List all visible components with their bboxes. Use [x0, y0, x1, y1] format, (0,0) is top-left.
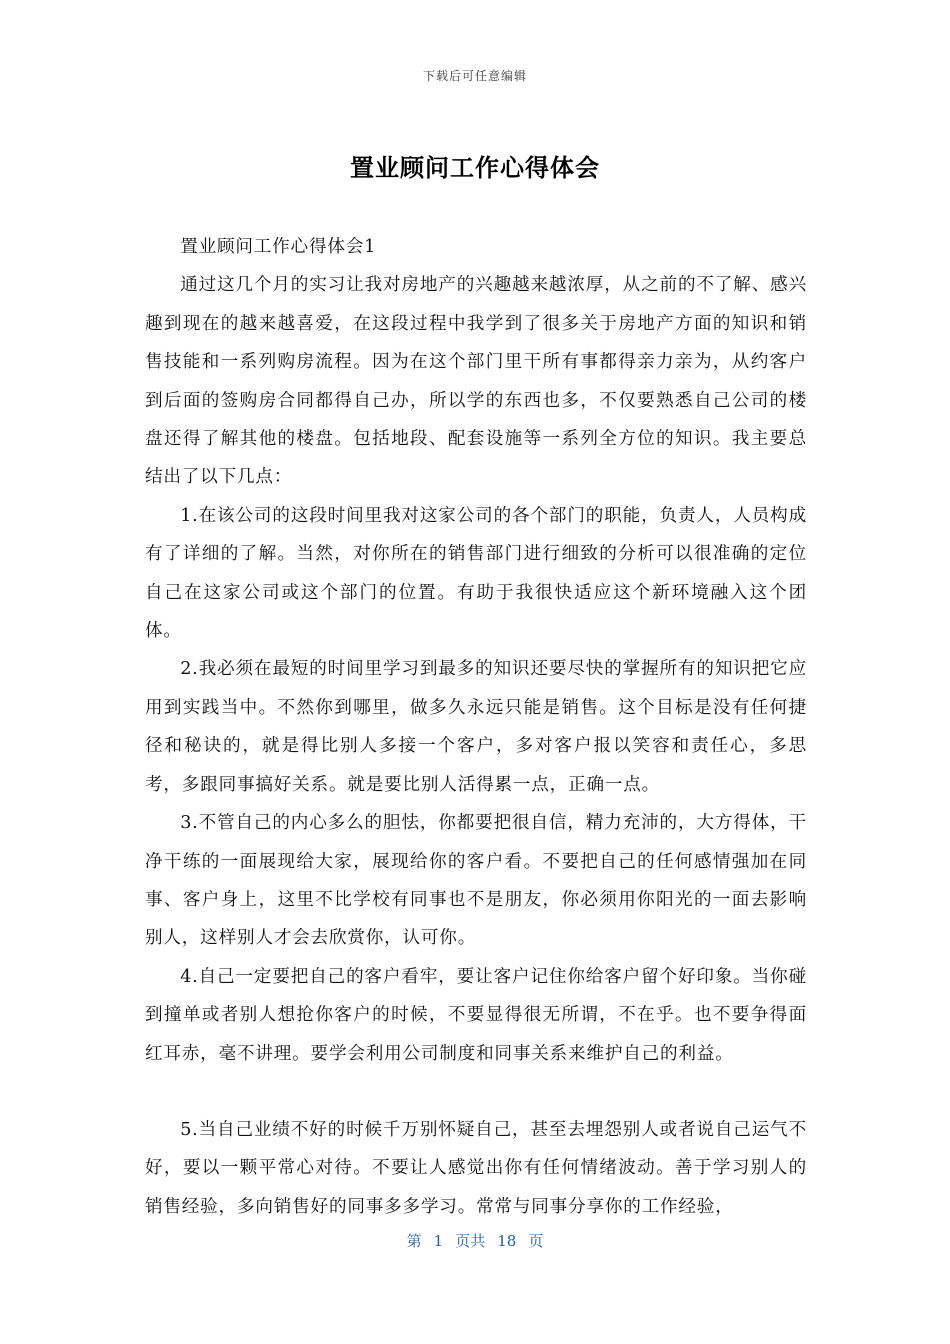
footer-total-label: 页共	[455, 1232, 486, 1250]
page-header-note: 下载后可任意编辑	[422, 69, 527, 83]
paragraph-point-1: 1.在该公司的这段时间里我对这家公司的各个部门的职能，负责人，人员构成有了详细的了解。当然，对你所在的销售部门进行细致的分析可以很准确的定位自己在这家公司或这个部门的位置。有助于我很快适应这个新环境融入这个团体。	[145, 505, 807, 642]
page-footer	[0, 1230, 950, 1251]
document-body	[145, 228, 807, 1226]
footer-page-suffix: 页	[528, 1232, 544, 1250]
paragraph-point-4: 4.自己一定要把自己的客户看牢，要让客户记住你给客户留个好印象。当你碰到撞单或者别人想抢你客户的时候，不要显得很无所谓，不在乎。也不要争得面红耳赤，毫不讲理。要学会利用公司制度和同事关系来维护自己的利益。	[145, 966, 807, 1064]
paragraph-point-2: 2.我必须在最短的时间里学习到最多的知识还要尽快的掌握所有的知识把它应用到实践当中。不然你到哪里，做多久永远只能是销售。这个目标是没有任何捷径和秘诀的，就是得比别人多接一个客户，多对客户报以笑容和责任心，多思考，多跟同事搞好关系。就是要比别人活得累一点，正确一点。	[145, 659, 807, 795]
paragraph-intro: 通过这几个月的实习让我对房地产的兴趣越来越浓厚，从之前的不了解、感兴趣到现在的越来越喜爱，在这段过程中我学到了很多关于房地产方面的知识和销售技能和一系列购房流程。因为在这个部门里干所有事都得亲力亲为，从约客户到后面的签购房合同都得自己办，所以学的东西也多，不仅要熟悉自己公司的楼盘还得了解其他的楼盘。包括地段、配套设施等一系列全方位的知识。我主要总结出了以下几点：	[145, 275, 807, 488]
document-title: 置业顾问工作心得体会	[350, 154, 600, 182]
footer-total-pages: 18	[497, 1232, 517, 1250]
footer-current-page: 1	[433, 1232, 444, 1250]
document-subtitle: 置业顾问工作心得体会1	[180, 237, 377, 257]
footer-page-label: 第	[406, 1232, 422, 1250]
paragraph-point-3: 3.不管自己的内心多么的胆怯，你都要把很自信，精力充沛的，大方得体，干净干练的一面展现给大家，展现给你的客户看。不要把自己的任何感情强加在同事、客户身上，这里不比学校有同事也不是朋友，你必须用你阳光的一面去影响别人，这样别人才会去欣赏你，认可你。	[145, 813, 807, 949]
paragraph-point-5: 5.当自己业绩不好的时候千万别怀疑自己，甚至去埋怨别人或者说自己运气不好，要以一颗平常心对待。不要让人感觉出你有任何情绪波动。善于学习别人的销售经验，多向销售好的同事多多学习。常常与同事分享你的工作经验，	[145, 1119, 807, 1217]
